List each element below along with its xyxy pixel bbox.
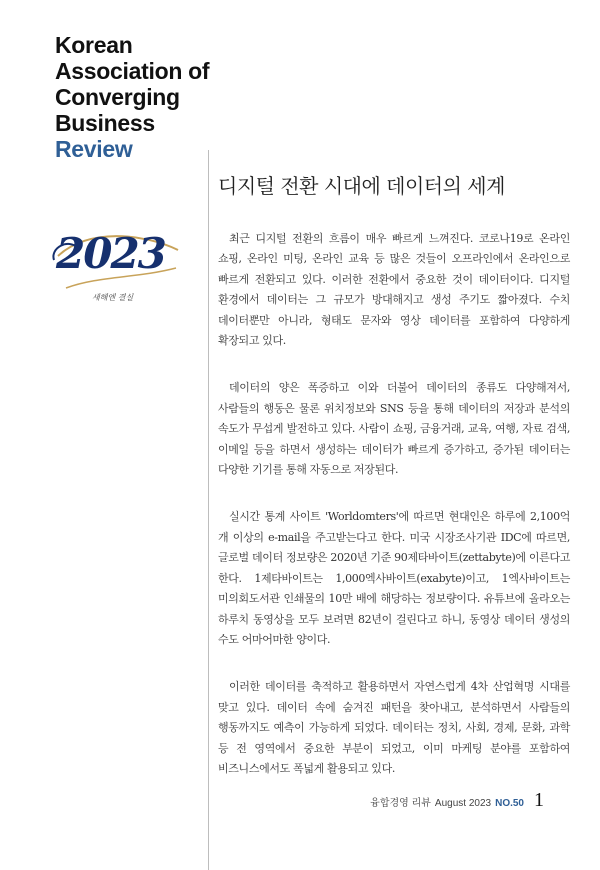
article-paragraph: 이러한 데이터를 축적하고 활용하면서 자연스럽게 4차 산업혁명 시대를 맞고 있다. 데이터 속에 숨겨진 패턴을 찾아내고, 분석하면서 사람들의 행동까지도 예측이 가능하게 되었다. 데이터는 정치, 사회, 경제, 문화, 과학 등 전 영역에서 중요한 부분이 되었고, 이미 마케팅 분야를 포함하여 비즈니스에서도 폭넓게 활용되고 있다. [218, 680, 570, 775]
article-paragraph: 실시간 통계 사이트 'Worldomters'에 따르면 현대인은 하루에 2,100억 개 이상의 e-mail을 주고받는다고 한다. 미국 시장조사기관 IDC에 따르면, 글로벌 데이터 정보량은 2020년 기준 90제타바이트(zettabyte)에 이른다고 한다. 1제타바이트는 1,000엑사바이트(exabyte)이고, 1엑사바이트는 미의회도서관 인쇄물의 10만 배에 해당하는 정보량이다. 유튜브에 올라오는 하루치 동영상을 모두 보려면 82년이 걸린다고 하니, 동영상 데이터 생성의 수도 어마어마한 양이다. [218, 510, 570, 646]
journal-title-line: Association of [55, 58, 210, 84]
article-title: 디지털 전환 시대에 데이터의 세계 [218, 174, 505, 198]
article-body [218, 229, 570, 806]
journal-title-line: Korean [55, 32, 133, 58]
column-divider [208, 150, 209, 870]
logo-year-text: 2023 [56, 229, 165, 278]
issue-number: NO.50 [495, 798, 524, 809]
logo-caption: 새해엔 결실 [92, 293, 134, 302]
journal-title-line: Converging [55, 84, 180, 110]
article-paragraph: 데이터의 양은 폭증하고 이와 더불어 데이터의 종류도 다양해져서, 사람들의 행동은 물론 위치정보와 SNS 등을 통해 데이터의 저장과 분석의 속도가 무섭게 발전하고 있다. 사람이 쇼핑, 금융거래, 교육, 여행, 자료 검색, 이메일 등을 하면서 생성하는 데이터가 빠르게 증가하고, 증가된 데이터는 다양한 기기를 통해 자동으로 저장된다. [218, 381, 570, 477]
journal-title [55, 32, 245, 162]
issue-date: August 2023 [434, 798, 492, 809]
publication-name: 융합경영 리뷰 [370, 798, 431, 809]
page-number: 1 [534, 789, 544, 811]
journal-title-accent: Review [55, 136, 133, 162]
journal-title-line: Business [55, 110, 155, 136]
article-paragraph: 최근 디지털 전환의 흐름이 매우 빠르게 느껴진다. 코로나19로 온라인 쇼핑, 온라인 미팅, 온라인 교육 등 많은 것들이 오프라인에서 온라인으로 빠르게 전환되고 있다. 이러한 전환에서 중요한 것이 데이터이다. 디지털 환경에서 데이터는 그 규모가 방대해지고 생성 주기도 짧아졌다. 수치 데이터뿐만 아니라, 형태도 문자와 영상 데이터를 포함하여 다양하게 확장되고 있다. [218, 232, 570, 348]
page-footer [370, 789, 544, 812]
